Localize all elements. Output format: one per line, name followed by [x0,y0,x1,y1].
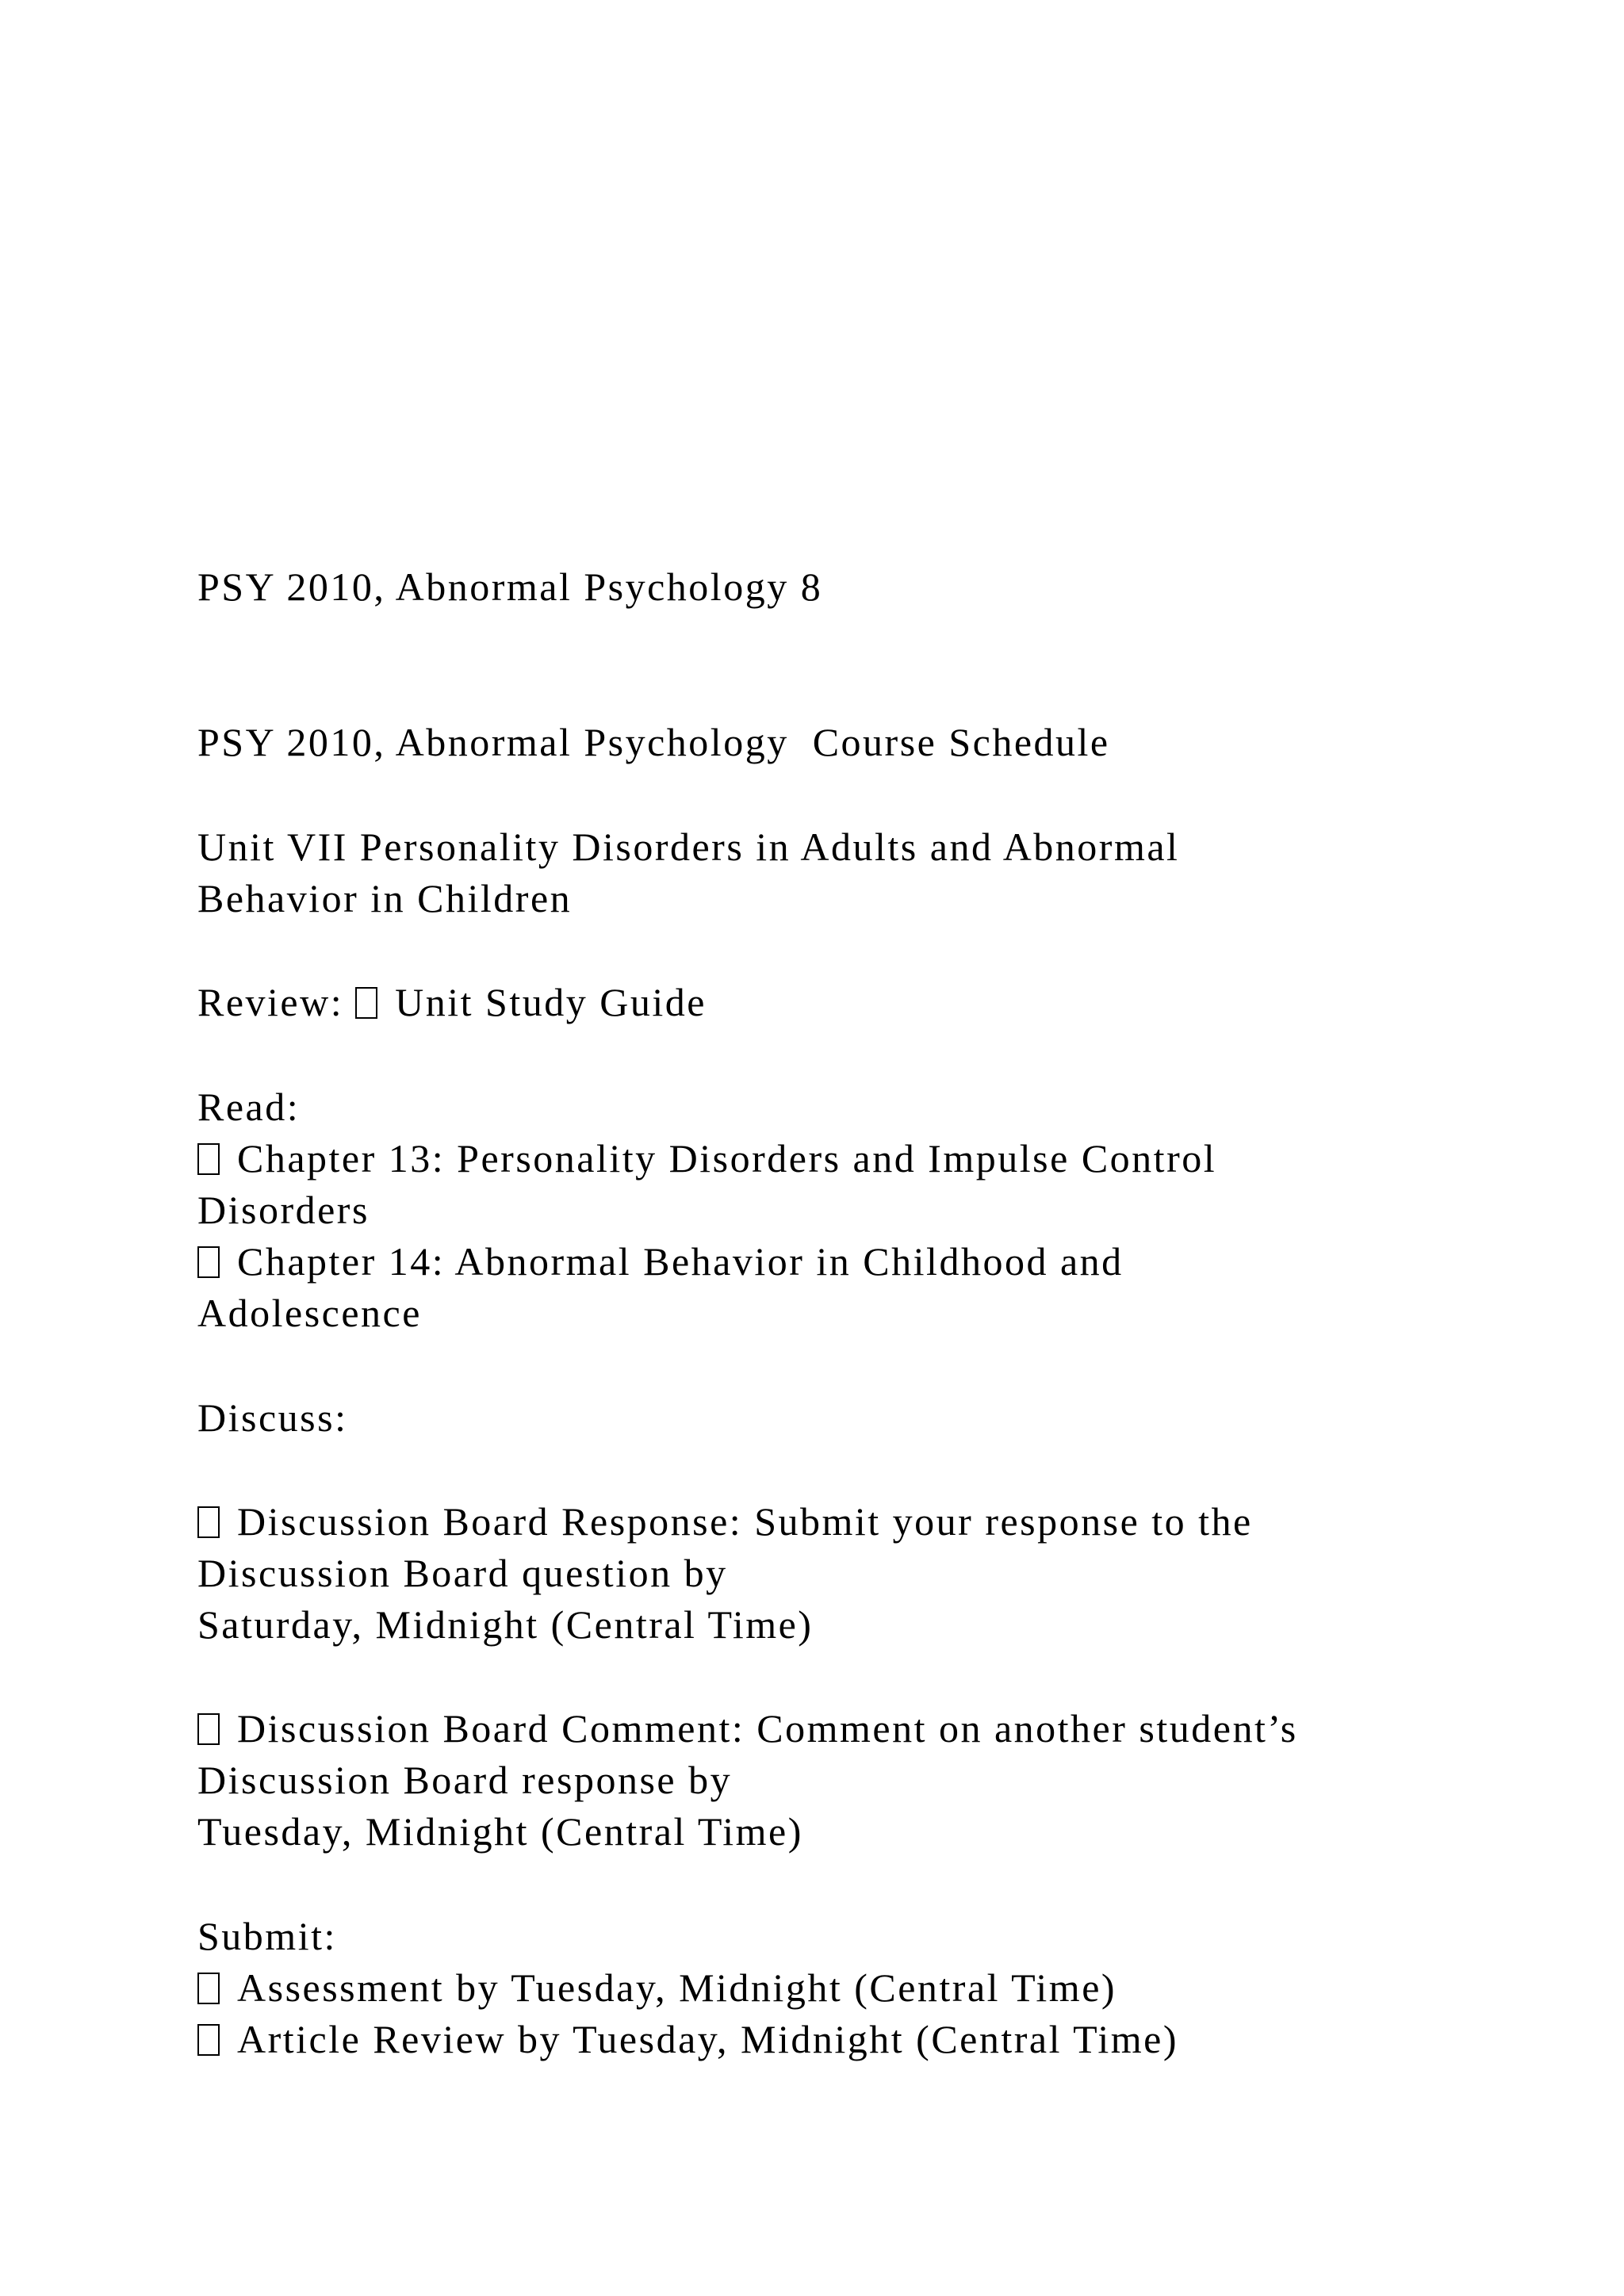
read-item-2 [197,1236,1124,1288]
read-item-1 [197,1133,1216,1184]
discussion-response-line-3: Saturday, Midnight (Central Time) [197,1602,814,1647]
discuss-label: Discuss: [197,1395,348,1440]
missing-glyph-icon [197,1246,220,1278]
discussion-comment-line-1 [197,1703,1298,1755]
read-item-1-text: Chapter 13: Personality Disorders and Impulse Control [237,1136,1217,1181]
missing-glyph-icon [197,1506,220,1538]
unit-title-line-1: Unit VII Personality Disorders in Adults and Abnormal [197,825,1180,869]
header-line: PSY 2010, Abnormal Psychology 8 [197,564,823,609]
read-item-1-cont: Disorders [197,1188,370,1232]
discussion-response-line-1 [197,1496,1253,1548]
missing-glyph-icon [197,2024,220,2056]
review-line [197,977,707,1028]
discussion-comment-line-2: Discussion Board response by [197,1758,733,1802]
missing-glyph-icon [197,1973,220,2004]
missing-glyph-icon [197,1713,220,1745]
review-label: Review: [197,980,356,1024]
submit-item-1-text: Assessment by Tuesday, Midnight (Central Time) [237,1965,1117,2010]
read-label: Read: [197,1085,301,1129]
discussion-response-line-2: Discussion Board question by [197,1551,728,1595]
submit-item-2-text: Article Review by Tuesday, Midnight (Central Time) [237,2017,1178,2061]
submit-item-1 [197,1962,1116,2014]
submit-item-2 [197,2014,1178,2065]
unit-title-line-2: Behavior in Children [197,876,573,920]
discussion-response-text: Discussion Board Response: Submit your response to the [237,1499,1253,1544]
schedule-title: PSY 2010, Abnormal Psychology Course Schedule [197,720,1110,764]
missing-glyph-icon [197,1143,220,1175]
review-item: Unit Study Guide [395,980,707,1024]
discussion-comment-line-3: Tuesday, Midnight (Central Time) [197,1809,803,1854]
read-item-2-text: Chapter 14: Abnormal Behavior in Childhood and [237,1239,1124,1284]
missing-glyph-icon [355,987,377,1019]
discussion-comment-text: Discussion Board Comment: Comment on another student’s [237,1706,1298,1751]
read-item-2-cont: Adolescence [197,1291,422,1335]
submit-label: Submit: [197,1914,337,1958]
